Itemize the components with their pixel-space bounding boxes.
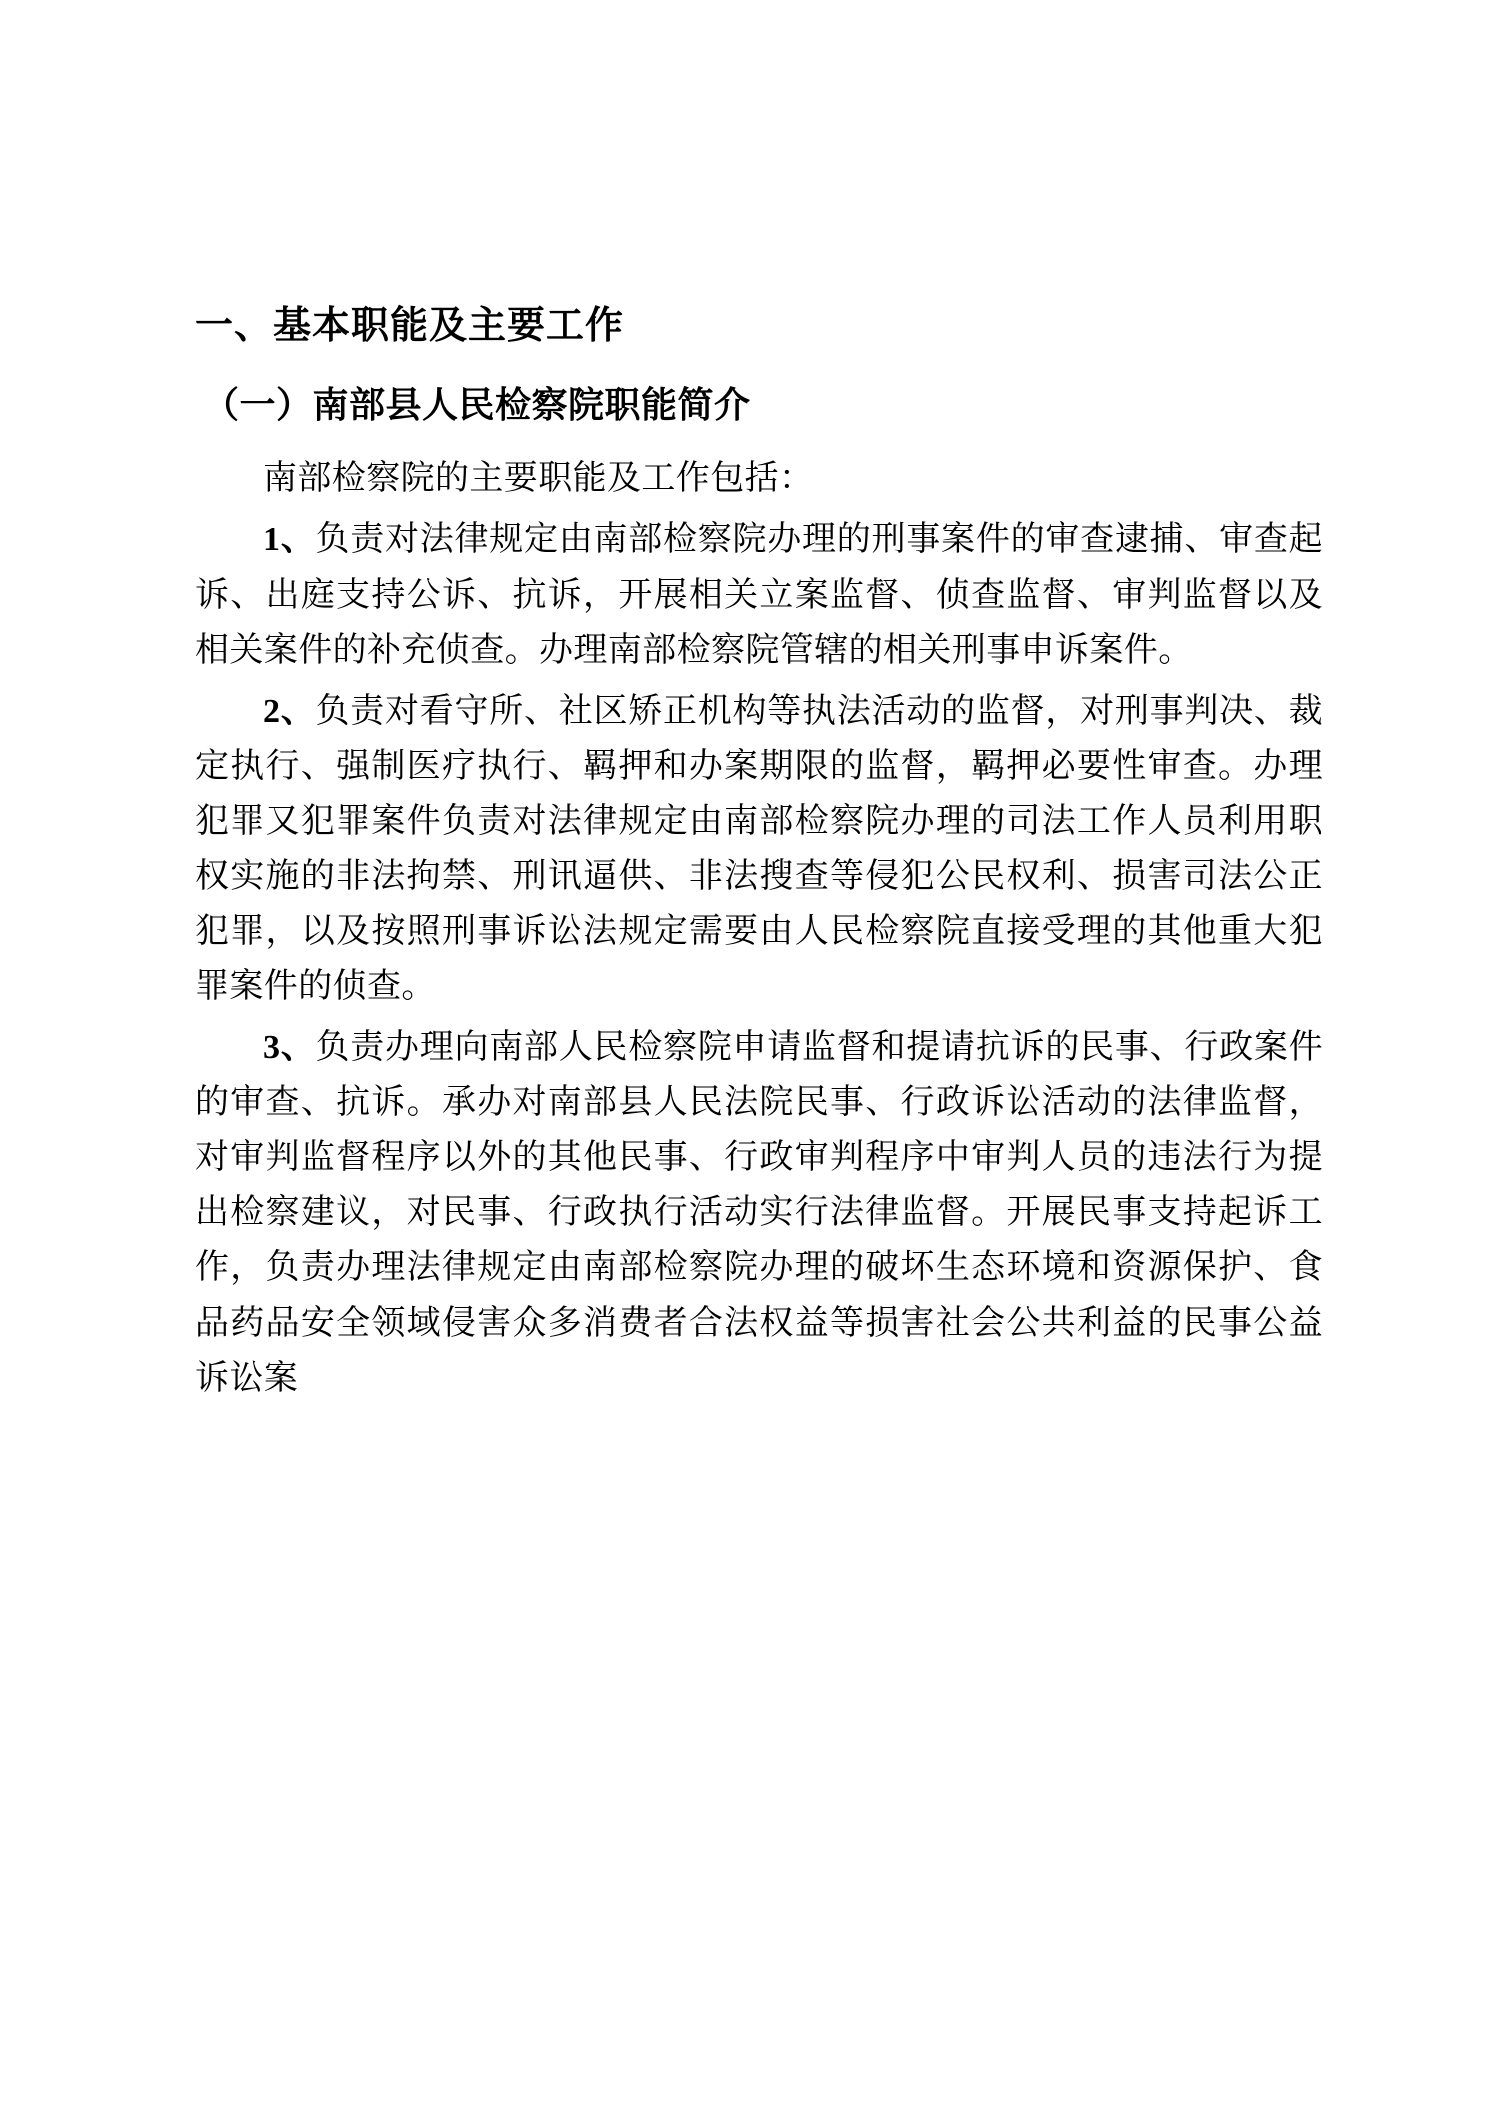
section-heading: 一、基本职能及主要工作 xyxy=(195,305,625,347)
item-number: 3、 xyxy=(263,1029,316,1067)
list-item xyxy=(195,1020,1323,1406)
item-number: 2、 xyxy=(263,692,316,730)
item-text: 负责对法律规定由南部检察院办理的刑事案件的审查逮捕、审查起诉、出庭支持公诉、抗诉，开展相关立案监督、侦查监督、审判监督以及相关案件的补充侦查。办理南部检察院管辖的相关刑事申诉案件。 xyxy=(195,521,1323,669)
list-item xyxy=(195,684,1323,1014)
subsection-heading: （一）南部县人民检察院职能简介 xyxy=(203,385,751,426)
item-number: 1、 xyxy=(263,521,316,559)
item-text: 负责办理向南部人民检察院申请监督和提请抗诉的民事、行政案件的审查、抗诉。承办对南部县人民法院民事、行政诉讼活动的法律监督，对审判监督程序以外的其他民事、行政审判程序中审判人员的违法行为提出检察建议，对民事、行政执行活动实行法律监督。开展民事支持起诉工作，负责办理法律规定由南部检察院办理的破坏生态环境和资源保护、食品药品安全领域侵害众多消费者合法权益等损害社会公共利益的民事公益诉讼案 xyxy=(195,1029,1323,1397)
list-item xyxy=(195,512,1323,677)
item-text: 负责对看守所、社区矫正机构等执法活动的监督，对刑事判决、裁定执行、强制医疗执行、羁押和办案期限的监督，羁押必要性审查。办理犯罪又犯罪案件负责对法律规定由南部检察院办理的司法工作人员利用职权实施的非法拘禁、刑讯逼供、非法搜查等侵犯公民权利、损害司法公正犯罪，以及按照刑事诉讼法规定需要由人民检察院直接受理的其他重大犯罪案件的侦查。 xyxy=(195,692,1323,1006)
intro-paragraph: 南部检察院的主要职能及工作包括： xyxy=(263,460,814,498)
